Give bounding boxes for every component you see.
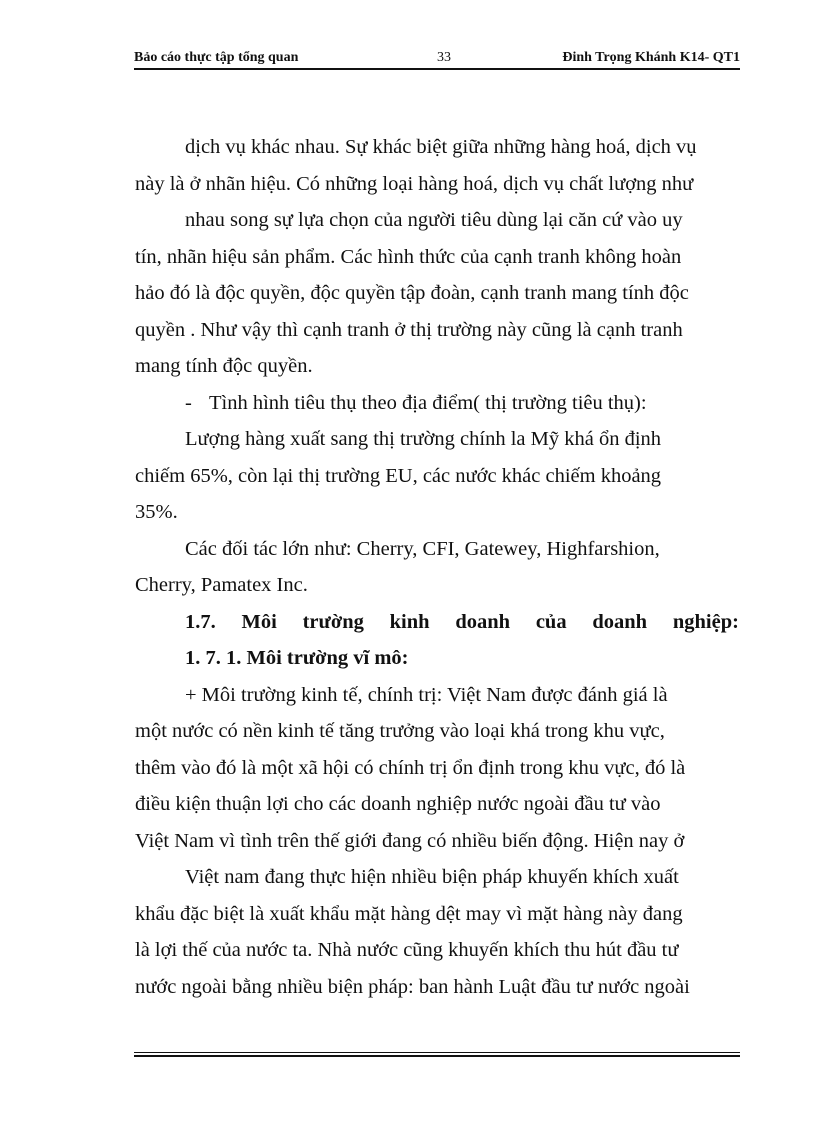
body-line: 35%. — [135, 501, 178, 523]
body-line: tín, nhãn hiệu sản phẩm. Các hình thức của cạnh tranh không hoàn — [135, 245, 682, 268]
document-body — [135, 129, 739, 1005]
body-line: điều kiện thuận lợi cho các doanh nghiệp nước ngoài đầu tư vào — [135, 793, 661, 815]
body-line: thêm vào đó là một xã hội có chính trị ổn định trong khu vực, đó là — [135, 756, 686, 779]
header-author: Đinh Trọng Khánh K14- QT1 — [562, 50, 740, 65]
page-number: 33 — [437, 50, 451, 65]
body-line: hảo đó là độc quyền, độc quyền tập đoàn, cạnh tranh mang tính độc — [135, 282, 689, 304]
body-line: Việt nam đang thực hiện nhiều biện pháp khuyến khích xuất — [185, 866, 679, 888]
body-line: là lợi thế của nước ta. Nhà nước cũng khuyến khích thu hút đầu tư — [135, 939, 679, 961]
heading-word: doanh — [455, 610, 511, 633]
body-line: chiếm 65%, còn lại thị trường EU, các nước khác chiếm khoảng — [135, 464, 662, 487]
footer-rule-thick — [134, 1055, 740, 1057]
heading-word: doanh — [592, 610, 648, 633]
body-line: Lượng hàng xuất sang thị trường chính la Mỹ khá ổn định — [185, 428, 662, 450]
heading-word: 1.7. — [185, 610, 216, 633]
footer-rule-thin — [134, 1052, 740, 1053]
heading-word: kinh — [389, 610, 430, 633]
body-line: một nước có nền kinh tế tăng trưởng vào loại khá trong khu vực, — [135, 720, 665, 742]
heading-word: nghiệp: — [672, 610, 739, 633]
body-line: nhau song sự lựa chọn của người tiêu dùng lại căn cứ vào uy — [185, 209, 683, 231]
body-line: quyền . Như vậy thì cạnh tranh ở thị trường này cũng là cạnh tranh — [135, 318, 683, 341]
body-line: Việt Nam vì tình trên thế giới đang có nhiều biến động. Hiện nay ở — [135, 829, 685, 852]
section-heading-1-7-1: 1. 7. 1. Môi trường vĩ mô: — [185, 647, 409, 669]
body-line: + Môi trường kinh tế, chính trị: Việt Nam được đánh giá là — [185, 683, 668, 706]
body-line: mang tính độc quyền. — [135, 355, 313, 377]
body-line: dịch vụ khác nhau. Sự khác biệt giữa những hàng hoá, dịch vụ — [185, 136, 697, 158]
header-rule — [134, 68, 740, 70]
page-header — [134, 50, 740, 70]
heading-word: trường — [302, 610, 364, 633]
body-line: này là ở nhãn hiệu. Có những loại hàng hoá, dịch vụ chất lượng như — [135, 172, 694, 195]
bullet-item — [135, 385, 739, 422]
heading-word: Môi — [241, 610, 277, 633]
header-report-title: Bảo cáo thực tập tổng quan — [134, 50, 299, 65]
heading-word: của — [535, 610, 567, 633]
body-line: nước ngoài bằng nhiều biện pháp: ban hành Luật đầu tư nước ngoài — [135, 975, 690, 998]
body-line: khẩu đặc biệt là xuất khẩu mặt hàng dệt may vì mặt hàng này đang — [135, 902, 683, 925]
body-line: Cherry, Pamatex Inc. — [135, 574, 308, 596]
body-line: Các đối tác lớn như: Cherry, CFI, Gatewey, Highfarshion, — [185, 537, 660, 560]
bullet-dash: - — [185, 391, 192, 414]
bullet-text: Tình hình tiêu thụ theo địa điểm( thị trường tiêu thụ): — [209, 391, 647, 414]
section-heading-1-7 — [135, 604, 739, 641]
